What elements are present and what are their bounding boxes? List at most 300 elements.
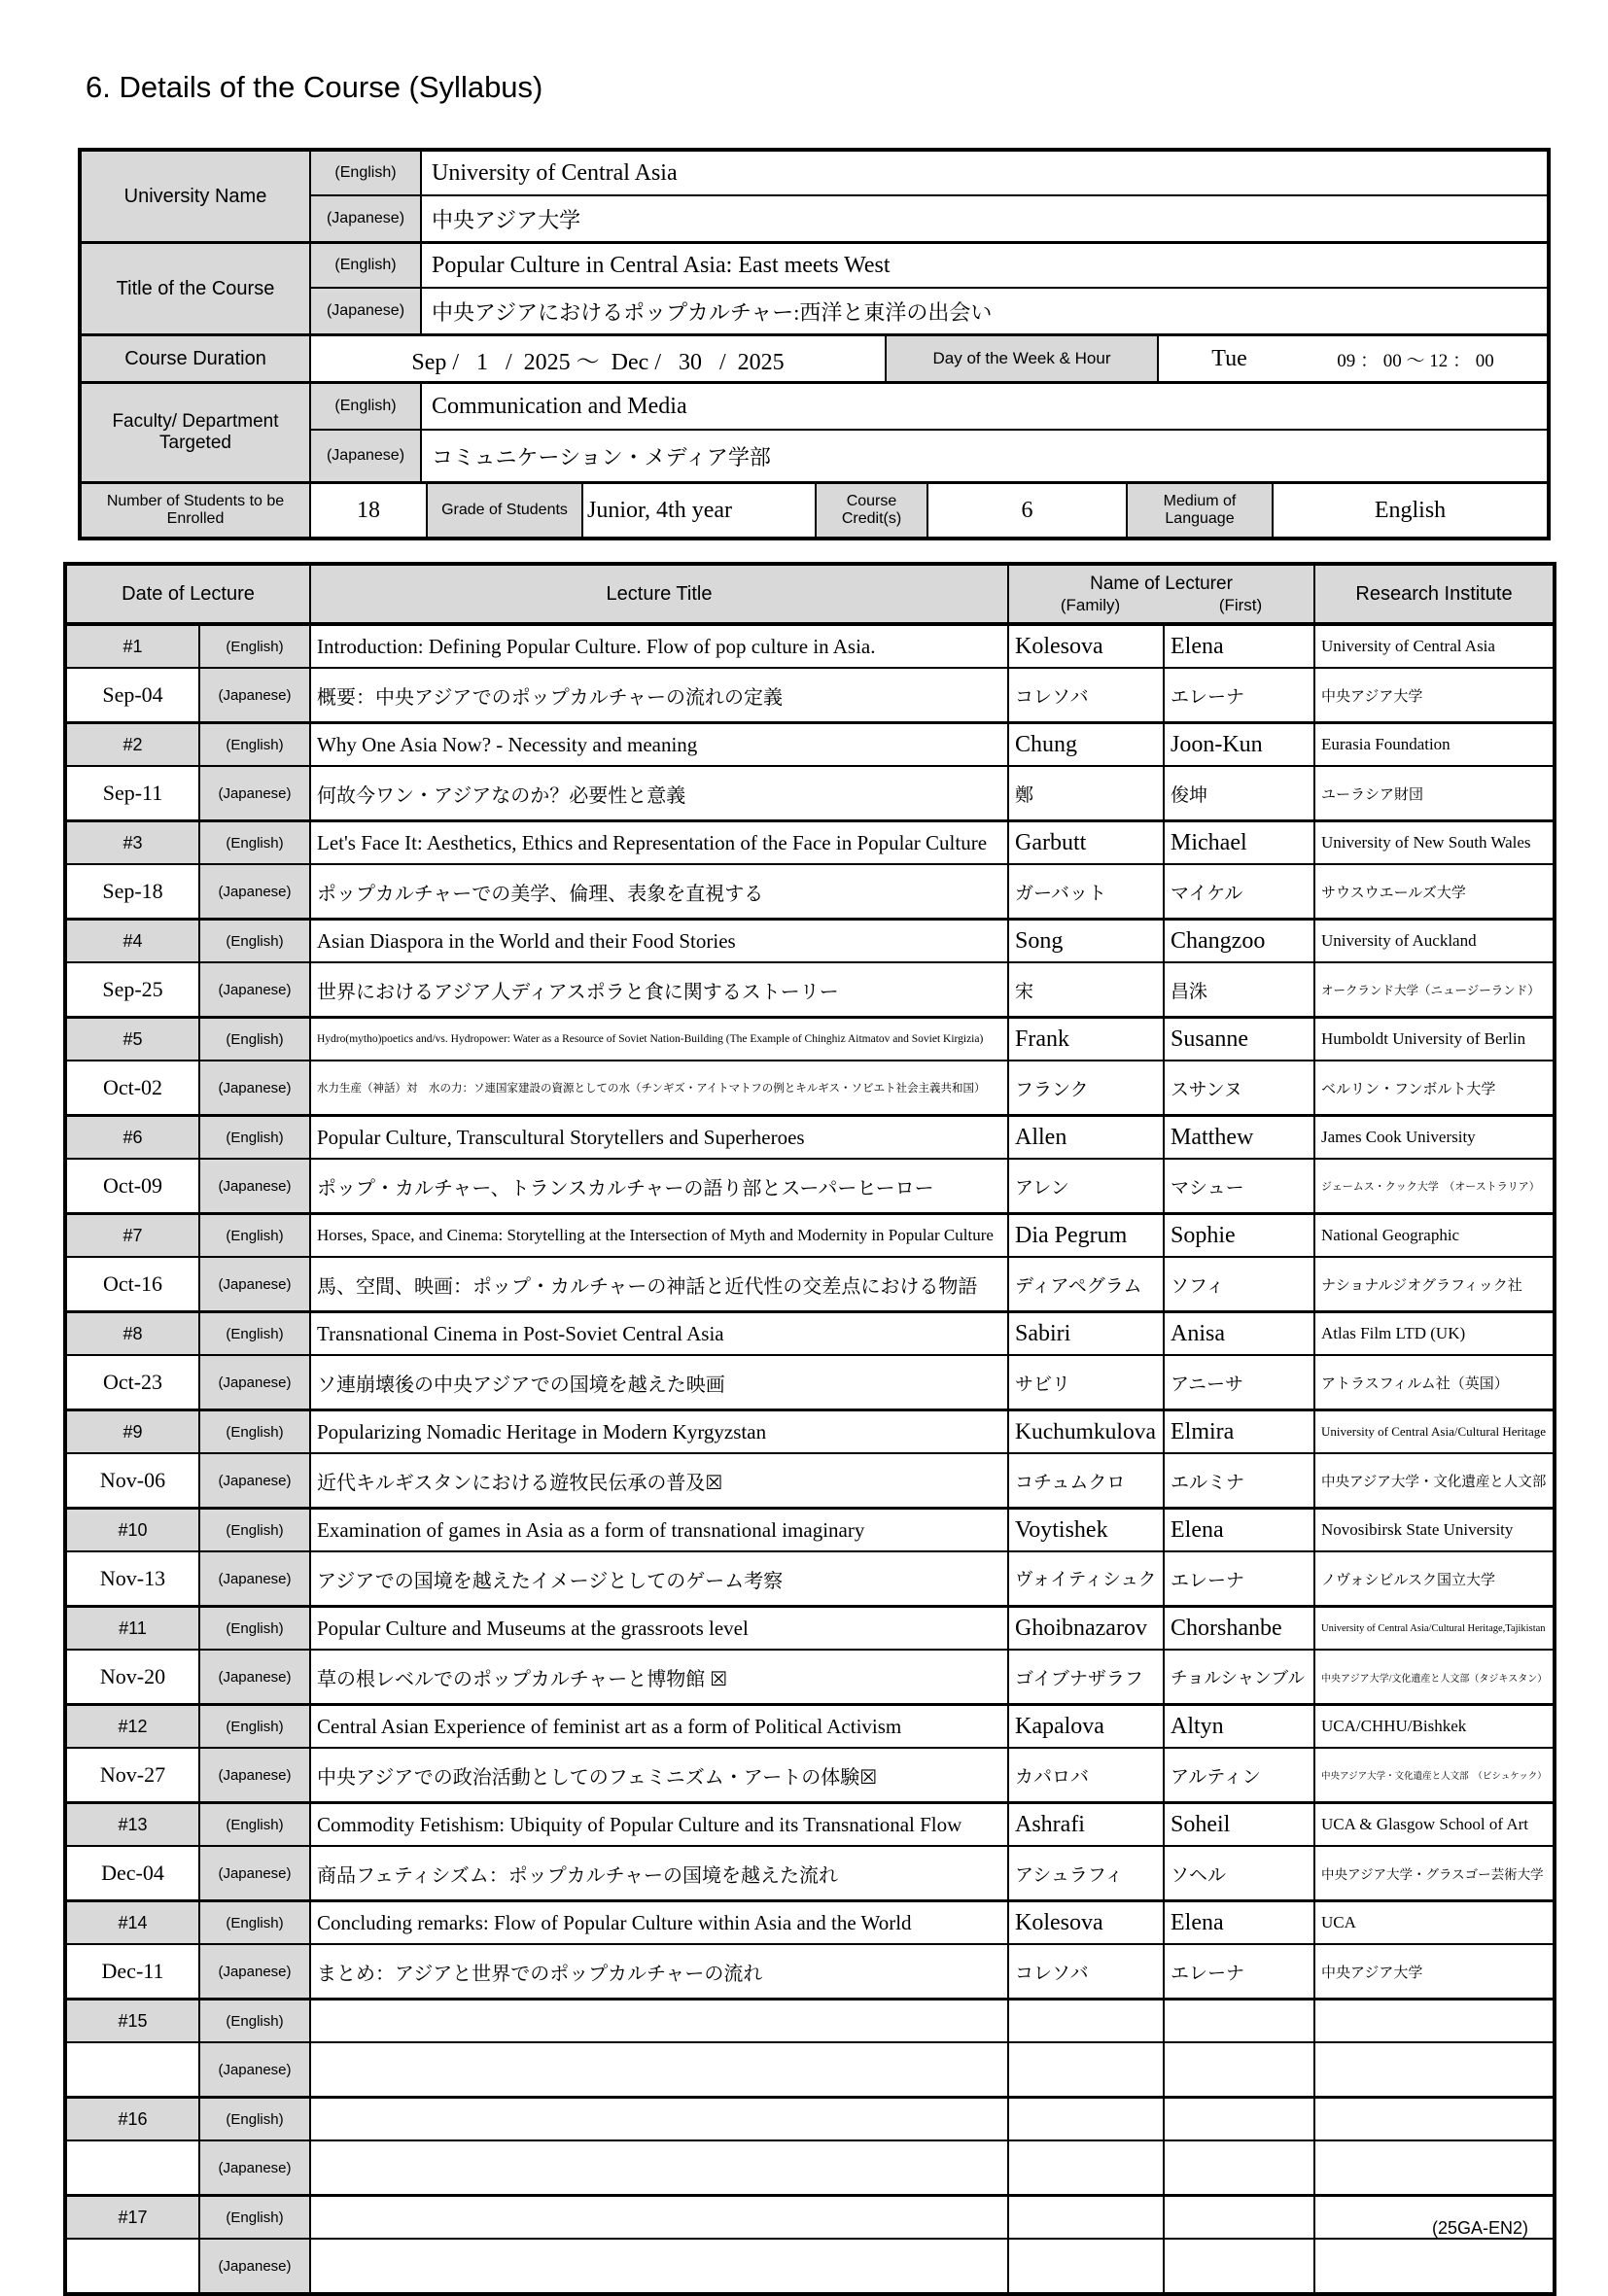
research-institute-english <box>1314 1803 1555 1847</box>
lecturer-first-english-text: Joon-Kun <box>1171 731 1263 757</box>
medium-value: English <box>1374 497 1447 523</box>
english-tag: (English) <box>199 1214 310 1258</box>
lecturer-family-english <box>1008 624 1164 668</box>
lecture-row-japanese <box>65 1650 1555 1705</box>
english-tag: (English) <box>199 920 310 963</box>
research-institute-english-text: University of Central Asia/Cultural Heritage,Tajikistan <box>1321 1622 1546 1634</box>
lecturer-first-english <box>1164 2000 1314 2043</box>
lecture-title-english-text: Transnational Cinema in Post-Soviet Central Asia <box>317 1321 724 1345</box>
lecturer-first-english <box>1164 1410 1314 1454</box>
research-institute-english <box>1314 1410 1555 1454</box>
lecturer-first-japanese <box>1164 1551 1314 1607</box>
lecturer-first-english <box>1164 920 1314 963</box>
research-institute-japanese-text: サウスウエールズ大学 <box>1321 885 1466 901</box>
lecture-number: #3 <box>65 821 199 865</box>
lecturer-first-english <box>1164 1607 1314 1651</box>
lecturer-first-english <box>1164 1116 1314 1160</box>
lecture-title-japanese <box>310 1159 1008 1214</box>
lecture-date: Nov-06 <box>65 1453 199 1509</box>
english-tag: (English) <box>199 1410 310 1454</box>
lecture-title-english <box>310 1901 1008 1945</box>
lecture-title-japanese <box>310 2140 1008 2196</box>
lecturer-first-japanese <box>1164 2042 1314 2098</box>
lecture-row-japanese <box>65 1551 1555 1607</box>
lecture-title-japanese <box>310 1257 1008 1312</box>
students-section <box>82 481 1547 537</box>
english-tag: (English) <box>199 1018 310 1061</box>
lecture-row-japanese <box>65 668 1555 723</box>
lecturer-first-english <box>1164 1214 1314 1258</box>
lecturer-first-japanese-text: ソヘル <box>1171 1864 1227 1886</box>
lecturer-family-japanese <box>1008 668 1164 723</box>
lecturer-family-japanese-text: 宋 <box>1015 981 1034 1002</box>
lecture-title-japanese <box>310 1551 1008 1607</box>
english-tag: (English) <box>199 821 310 865</box>
japanese-tag: (Japanese) <box>199 1355 310 1410</box>
lecture-title-english-text: Horses, Space, and Cinema: Storytelling at the Intersection of Myth and Modernity in Popular Culture <box>317 1226 994 1244</box>
lecturer-first-english <box>1164 821 1314 865</box>
lecture-row-english <box>65 920 1555 963</box>
lecturer-first-english-text: Elena <box>1171 633 1224 659</box>
lecture-row-japanese <box>65 1257 1555 1312</box>
lecturer-family-english <box>1008 821 1164 865</box>
japanese-tag: (Japanese) <box>199 766 310 821</box>
lecturer-family-english <box>1008 1116 1164 1160</box>
lecturer-first-english-text: Sophie <box>1171 1222 1236 1248</box>
course-duration-value: Sep / 1 / 2025 ～ Dec / 30 / 2025 <box>311 336 887 381</box>
course-duration-label: Course Duration <box>82 336 311 381</box>
lecture-row-japanese <box>65 1061 1555 1116</box>
lecture-number: #10 <box>65 1509 199 1552</box>
lecturer-first-japanese-text: スサンヌ <box>1171 1079 1242 1100</box>
research-institute-english-text: Humboldt University of Berlin <box>1321 1029 1526 1048</box>
english-tag: (English) <box>199 1312 310 1356</box>
lecturer-family-english <box>1008 1509 1164 1552</box>
lecture-title-japanese <box>310 1453 1008 1509</box>
japanese-tag: (Japanese) <box>199 1061 310 1116</box>
lecture-row-japanese <box>65 766 1555 821</box>
lecture-row-japanese <box>65 1355 1555 1410</box>
lecturer-first-japanese <box>1164 1944 1314 2000</box>
research-institute-english <box>1314 1509 1555 1552</box>
lecturer-family-japanese-text: ゴイブナザラフ <box>1015 1668 1143 1689</box>
lecture-title-japanese-text: 近代キルギスタンにおける遊牧民伝承の普及☒ <box>317 1472 723 1494</box>
family-label: (Family) <box>1060 595 1121 614</box>
lecturer-first-japanese-text: エルミナ <box>1171 1472 1245 1493</box>
research-institute-japanese <box>1314 962 1555 1018</box>
lecture-title-english <box>310 1803 1008 1847</box>
research-institute-japanese <box>1314 2140 1555 2196</box>
lecture-row-english <box>65 1312 1555 1356</box>
lecturer-first-english <box>1164 1018 1314 1061</box>
lecturer-family-english-text: Voytishek <box>1015 1516 1108 1543</box>
research-institute-english-text: UCA/CHHU/Bishkek <box>1321 1717 1467 1735</box>
lecturer-first-japanese <box>1164 766 1314 821</box>
lecture-number: #16 <box>65 2098 199 2141</box>
credits-label: Course Credit(s) <box>817 484 928 537</box>
lecture-title-english <box>310 821 1008 865</box>
lecturer-family-english-text: Ashrafi <box>1015 1811 1085 1837</box>
lecture-date: Oct-02 <box>65 1061 199 1116</box>
lecture-date: Oct-16 <box>65 1257 199 1312</box>
lecture-number: #17 <box>65 2196 199 2240</box>
lecture-title-english-text: Let's Face It: Aesthetics, Ethics and Representation of the Face in Popular Culture <box>317 830 988 854</box>
japanese-tag: (Japanese) <box>199 1453 310 1509</box>
lecturer-family-japanese-text: ヴォイティシュク <box>1015 1571 1157 1590</box>
lecture-title-japanese-text: 中央アジアでの政治活動としてのフェミニズム・アートの体験☒ <box>317 1766 878 1789</box>
lecture-row-japanese <box>65 2239 1555 2294</box>
lecturer-family-english-text: Garbutt <box>1015 829 1087 855</box>
japanese-tag: (Japanese) <box>199 2140 310 2196</box>
lecturer-first-english-text: Michael <box>1171 829 1247 855</box>
lecture-title-japanese-text: まとめ：アジアと世界でのポップカルチャーの流れ <box>317 1963 763 1985</box>
lecture-title-english-text: Introduction: Defining Popular Culture. Flow of pop culture in Asia. <box>317 634 876 658</box>
lecture-title-english <box>310 624 1008 668</box>
research-institute-english-text: Novosibirsk State University <box>1321 1520 1514 1539</box>
lecture-row-english <box>65 1705 1555 1749</box>
lecturer-family-english-text: Dia Pegrum <box>1015 1222 1128 1248</box>
lecture-title-japanese-text: 馬、空間、映画：ポップ・カルチャーの神話と近代性の交差点における物語 <box>317 1275 978 1298</box>
research-institute-japanese-text: ベルリン・フンボルト大学 <box>1321 1081 1496 1097</box>
form-code: (25GA-EN2) <box>1431 2218 1528 2238</box>
lecturer-first-japanese <box>1164 864 1314 920</box>
lecturer-family-english-text: Song <box>1015 927 1064 954</box>
english-tag: (English) <box>199 1803 310 1847</box>
research-institute-japanese-text: ナショナルジオグラフィック社 <box>1321 1277 1522 1294</box>
lecturer-family-english-text: Allen <box>1015 1124 1067 1150</box>
research-institute-japanese <box>1314 1061 1555 1116</box>
research-institute-japanese-text: 中央アジア大学・文化遺産と人文部 <box>1321 1474 1547 1490</box>
japanese-tag: (Japanese) <box>199 2042 310 2098</box>
lecture-date: Nov-13 <box>65 1551 199 1607</box>
lecture-date: Dec-11 <box>65 1944 199 2000</box>
lecture-row-english <box>65 1214 1555 1258</box>
lecturer-family-english <box>1008 1018 1164 1061</box>
first-label: (First) <box>1218 595 1263 614</box>
research-institute-japanese <box>1314 1846 1555 1901</box>
lecturer-family-english-text: Kapalova <box>1015 1713 1104 1739</box>
lecturer-first-japanese-text: チョルシャンブル <box>1171 1667 1305 1687</box>
lecturer-first-japanese-text: マシュー <box>1171 1177 1244 1199</box>
lecturer-first-english <box>1164 1803 1314 1847</box>
lecturer-family-japanese-text: ディアペグラム <box>1015 1275 1142 1297</box>
research-institute-english-text: University of Central Asia <box>1321 637 1495 655</box>
course-title-japanese-value: 中央アジアにおけるポップカルチャー:西洋と東洋の出会い <box>432 299 993 325</box>
lecture-number: #14 <box>65 1901 199 1945</box>
lecturer-header <box>1008 564 1314 624</box>
lecturer-first-english-text: Chorshanbe <box>1171 1615 1282 1641</box>
lecture-title-japanese <box>310 1944 1008 2000</box>
lecturer-family-japanese <box>1008 1355 1164 1410</box>
grade-value: Junior, 4th year <box>583 484 817 537</box>
course-title-english-value: Popular Culture in Central Asia: East meets West <box>422 244 1547 289</box>
lecture-title-japanese <box>310 1355 1008 1410</box>
lecture-title-japanese <box>310 2042 1008 2098</box>
day-of-week: Tue <box>1211 345 1247 371</box>
research-institute-english-text: University of Central Asia/Cultural Heritage <box>1321 1424 1547 1439</box>
lecture-number: #7 <box>65 1214 199 1258</box>
lecture-date <box>65 2140 199 2196</box>
lecture-number: #15 <box>65 2000 199 2043</box>
lecture-row-japanese <box>65 2042 1555 2098</box>
lecture-title-english <box>310 920 1008 963</box>
research-institute-japanese <box>1314 1355 1555 1410</box>
lecturer-first-japanese-text: 俊坤 <box>1171 784 1208 806</box>
lecturer-first-japanese-text: 昌洙 <box>1171 981 1208 1002</box>
date-of-lecture-header: Date of Lecture <box>65 564 310 624</box>
lecturer-first-japanese <box>1164 962 1314 1018</box>
name-of-lecturer-label: Name of Lecturer <box>1090 573 1233 594</box>
research-institute-japanese <box>1314 1944 1555 2000</box>
lecturer-first-japanese-text: マイケル <box>1171 883 1243 904</box>
lecture-date: Nov-27 <box>65 1748 199 1803</box>
lecturer-first-japanese <box>1164 668 1314 723</box>
lecture-row-english <box>65 1116 1555 1160</box>
lecturer-first-english <box>1164 1901 1314 1945</box>
research-institute-japanese <box>1314 1257 1555 1312</box>
lecturer-family-japanese <box>1008 1257 1164 1312</box>
research-institute-japanese-text: ユーラシア財団 <box>1321 786 1424 803</box>
lecture-title-english-text: Why One Asia Now? - Necessity and meaning <box>317 732 698 756</box>
lecture-title-english-text: Commodity Fetishism: Ubiquity of Popular Culture and its Transnational Flow <box>317 1812 962 1836</box>
lecturer-first-english-text: Soheil <box>1171 1811 1231 1837</box>
research-institute-english <box>1314 2000 1555 2043</box>
lecturer-family-english <box>1008 2196 1164 2240</box>
faculty-english-value: Communication and Media <box>422 384 1547 431</box>
lecturer-family-japanese <box>1008 1944 1164 2000</box>
schedule-header-row <box>65 564 1555 624</box>
lecturer-family-english <box>1008 920 1164 963</box>
research-institute-english <box>1314 2098 1555 2141</box>
lecture-title-english-text: Examination of games in Asia as a form of transnational imaginary <box>317 1517 865 1542</box>
japanese-tag: (Japanese) <box>199 2239 310 2294</box>
lecture-title-english <box>310 1018 1008 1061</box>
lecture-row-english <box>65 624 1555 668</box>
lecturer-first-english-text: Susanne <box>1171 1026 1248 1052</box>
lecture-date <box>65 2042 199 2098</box>
medium-label: Medium of Language <box>1128 484 1274 537</box>
lecturer-first-japanese <box>1164 1453 1314 1509</box>
lecture-row-japanese <box>65 1159 1555 1214</box>
lecture-title-english <box>310 1607 1008 1651</box>
lecturer-family-english-text: Sabiri <box>1015 1320 1071 1346</box>
lecturer-first-japanese-text: エレーナ <box>1171 1963 1245 1984</box>
lecturer-first-english-text: Altyn <box>1171 1713 1224 1739</box>
lecture-row-english <box>65 2196 1555 2240</box>
lecturer-family-japanese-text: ガーバット <box>1015 883 1107 904</box>
lecturer-first-japanese-text: アニーサ <box>1171 1374 1244 1395</box>
english-tag: (English) <box>199 1509 310 1552</box>
lecture-row-english <box>65 1901 1555 1945</box>
lecture-date: Sep-18 <box>65 864 199 920</box>
lecture-title-english <box>310 2000 1008 2043</box>
japanese-tag: (Japanese) <box>199 1748 310 1803</box>
research-institute-japanese-text: オークランド大学（ニュージーランド） <box>1321 984 1540 997</box>
university-name-english-value: University of Central Asia <box>422 152 1547 196</box>
lecture-date: Sep-25 <box>65 962 199 1018</box>
english-tag: (English) <box>199 2196 310 2240</box>
lecture-title-japanese-text: 商品フェティシズム：ポップカルチャーの国境を越えた流れ <box>317 1864 838 1887</box>
lecture-number: #4 <box>65 920 199 963</box>
lecturer-first-english <box>1164 1509 1314 1552</box>
lecture-title-japanese-text: ポップ・カルチャー、トランスカルチャーの語り部とスーパーヒーロー <box>317 1177 934 1200</box>
lecture-title-japanese-text: 水力生産（神話）対 水の力：ソ連国家建設の資源としての水（チンギズ・アイトマトフの例とキルギス・ソビエト社会主義共和国） <box>317 1083 986 1095</box>
lecture-title-english-text: Asian Diaspora in the World and their Food Stories <box>317 928 736 953</box>
lecture-row-english <box>65 821 1555 865</box>
lecture-title-english-text: Popular Culture and Museums at the grassroots level <box>317 1616 749 1640</box>
lecture-title-english <box>310 1116 1008 1160</box>
research-institute-english <box>1314 1312 1555 1356</box>
lecturer-family-english-text: Chung <box>1015 731 1078 757</box>
research-institute-english <box>1314 1607 1555 1651</box>
lecture-title-japanese-text: 概要：中央アジアでのポップカルチャーの流れの定義 <box>317 686 783 709</box>
lecture-row-japanese <box>65 1453 1555 1509</box>
english-tag: (English) <box>199 624 310 668</box>
lecturer-family-english <box>1008 1803 1164 1847</box>
course-info-table <box>78 148 1551 540</box>
lecture-date <box>65 2239 199 2294</box>
grade-label: Grade of Students <box>428 484 583 537</box>
lecturer-family-english <box>1008 723 1164 767</box>
lecturer-family-english <box>1008 1410 1164 1454</box>
university-name-section <box>82 152 1547 241</box>
lecture-number: #9 <box>65 1410 199 1454</box>
lecturer-first-english <box>1164 1705 1314 1749</box>
lecturer-family-japanese-text: 鄭 <box>1015 784 1034 806</box>
lecture-title-japanese <box>310 864 1008 920</box>
lecture-number: #6 <box>65 1116 199 1160</box>
english-tag: (English) <box>311 152 422 196</box>
lecture-date: Oct-23 <box>65 1355 199 1410</box>
lecturer-first-english <box>1164 624 1314 668</box>
day-hour-value <box>1159 336 1547 381</box>
lecture-number: #13 <box>65 1803 199 1847</box>
japanese-tag: (Japanese) <box>199 864 310 920</box>
lecturer-first-japanese-text: アルティン <box>1171 1766 1261 1788</box>
lecture-number: #1 <box>65 624 199 668</box>
lecture-title-japanese <box>310 962 1008 1018</box>
research-institute-english <box>1314 1214 1555 1258</box>
english-tag: (English) <box>199 2000 310 2043</box>
research-institute-japanese <box>1314 1551 1555 1607</box>
lecturer-first-japanese-text: ソフィ <box>1171 1275 1225 1297</box>
lecture-title-english-text: Popular Culture, Transcultural Storytellers and Superheroes <box>317 1125 805 1149</box>
lecture-title-japanese-text: ポップカルチャーでの美学、倫理、表象を直視する <box>317 883 764 905</box>
lecture-title-english-text: Central Asian Experience of feminist art as a form of Political Activism <box>317 1714 902 1738</box>
japanese-tag: (Japanese) <box>199 962 310 1018</box>
lecture-title-japanese <box>310 1650 1008 1705</box>
research-institute-japanese-text: 中央アジア大学/文化遺産と人文部（タジキスタン） <box>1321 1673 1548 1685</box>
lecture-title-english <box>310 1410 1008 1454</box>
lecturer-first-english <box>1164 2098 1314 2141</box>
course-title-section <box>82 241 1547 333</box>
lecturer-family-japanese <box>1008 2042 1164 2098</box>
credits-value: 6 <box>928 484 1128 537</box>
research-institute-english <box>1314 1116 1555 1160</box>
research-institute-japanese <box>1314 1650 1555 1705</box>
lecturer-first-japanese <box>1164 1355 1314 1410</box>
research-institute-header: Research Institute <box>1314 564 1555 624</box>
faculty-japanese-value: コミュニケーション・メディア学部 <box>432 444 771 470</box>
university-name-label: University Name <box>82 152 311 241</box>
research-institute-japanese <box>1314 766 1555 821</box>
research-institute-english-text: UCA <box>1321 1913 1356 1931</box>
lecture-row-japanese <box>65 1944 1555 2000</box>
research-institute-english <box>1314 920 1555 963</box>
lecturer-family-japanese-text: コチュムクロ <box>1015 1472 1126 1493</box>
research-institute-english-text: UCA & Glasgow School of Art <box>1321 1815 1528 1833</box>
research-institute-english-text: Eurasia Foundation <box>1321 735 1451 753</box>
lecture-number: #2 <box>65 723 199 767</box>
lecture-title-japanese-text: ソ連崩壊後の中央アジアでの国境を越えた映画 <box>317 1374 725 1396</box>
lecture-number: #12 <box>65 1705 199 1749</box>
research-institute-english <box>1314 1705 1555 1749</box>
lecture-title-english-text: Concluding remarks: Flow of Popular Culture within Asia and the World <box>317 1910 912 1934</box>
hours: 09 ： 00 ～ 12 ： 00 <box>1337 350 1494 371</box>
lecturer-family-english <box>1008 1901 1164 1945</box>
research-institute-japanese <box>1314 2239 1555 2294</box>
students-enrolled-value: 18 <box>311 484 428 537</box>
lecturer-first-japanese <box>1164 1846 1314 1901</box>
english-tag: (English) <box>199 1705 310 1749</box>
lecture-date: Sep-11 <box>65 766 199 821</box>
english-tag: (English) <box>199 723 310 767</box>
faculty-label: Faculty/ Department Targeted <box>82 384 311 481</box>
lecture-date: Oct-09 <box>65 1159 199 1214</box>
lecturer-family-english <box>1008 1312 1164 1356</box>
lecturer-family-japanese <box>1008 1551 1164 1607</box>
lecturer-family-japanese <box>1008 1159 1164 1214</box>
lecture-title-english <box>310 1312 1008 1356</box>
lecturer-family-japanese-text: アシュラフィ <box>1015 1864 1124 1886</box>
faculty-section <box>82 381 1547 481</box>
students-enrolled-label: Number of Students to be Enrolled <box>82 484 311 537</box>
lecture-number: #5 <box>65 1018 199 1061</box>
research-institute-english-text: Atlas Film LTD (UK) <box>1321 1324 1466 1342</box>
lecturer-first-english-text: Matthew <box>1171 1124 1254 1150</box>
lecturer-family-japanese <box>1008 1748 1164 1803</box>
research-institute-japanese-text: 中央アジア大学・文化遺産と人文部 （ビシュケック） <box>1321 1772 1547 1782</box>
research-institute-english-text: University of Auckland <box>1321 931 1477 950</box>
university-name-japanese-value: 中央アジア大学 <box>432 207 581 232</box>
english-tag: (English) <box>311 244 422 289</box>
lecturer-family-japanese-text: カパロバ <box>1015 1766 1090 1788</box>
lecturer-first-english-text: Elena <box>1171 1516 1224 1543</box>
day-hour-label: Day of the Week & Hour <box>887 336 1159 381</box>
lecturer-family-english-text: Ghoibnazarov <box>1015 1615 1147 1641</box>
lecturer-family-english-text: Kolesova <box>1015 1909 1103 1935</box>
lecturer-first-english <box>1164 723 1314 767</box>
research-institute-japanese-text: 中央アジア大学 <box>1321 1965 1423 1981</box>
japanese-tag: (Japanese) <box>311 196 422 241</box>
research-institute-japanese <box>1314 2042 1555 2098</box>
lecturer-first-english-text: Changzoo <box>1171 927 1266 954</box>
lecture-row-japanese <box>65 2140 1555 2196</box>
research-institute-japanese-text: ジェームス・クック大学 （オーストラリア） <box>1321 1181 1540 1193</box>
course-duration-section <box>82 333 1547 381</box>
research-institute-english <box>1314 1901 1555 1945</box>
lecture-title-japanese-text: 世界におけるアジア人ディアスポラと食に関するストーリー <box>317 981 839 1003</box>
lecturer-family-english-text: Frank <box>1015 1026 1069 1052</box>
lecture-title-english <box>310 1509 1008 1552</box>
course-title-label: Title of the Course <box>82 244 311 333</box>
research-institute-japanese <box>1314 668 1555 723</box>
research-institute-japanese <box>1314 1748 1555 1803</box>
lecture-title-japanese <box>310 2239 1008 2294</box>
english-tag: (English) <box>311 384 422 431</box>
japanese-tag: (Japanese) <box>199 1159 310 1214</box>
japanese-tag: (Japanese) <box>311 289 422 333</box>
